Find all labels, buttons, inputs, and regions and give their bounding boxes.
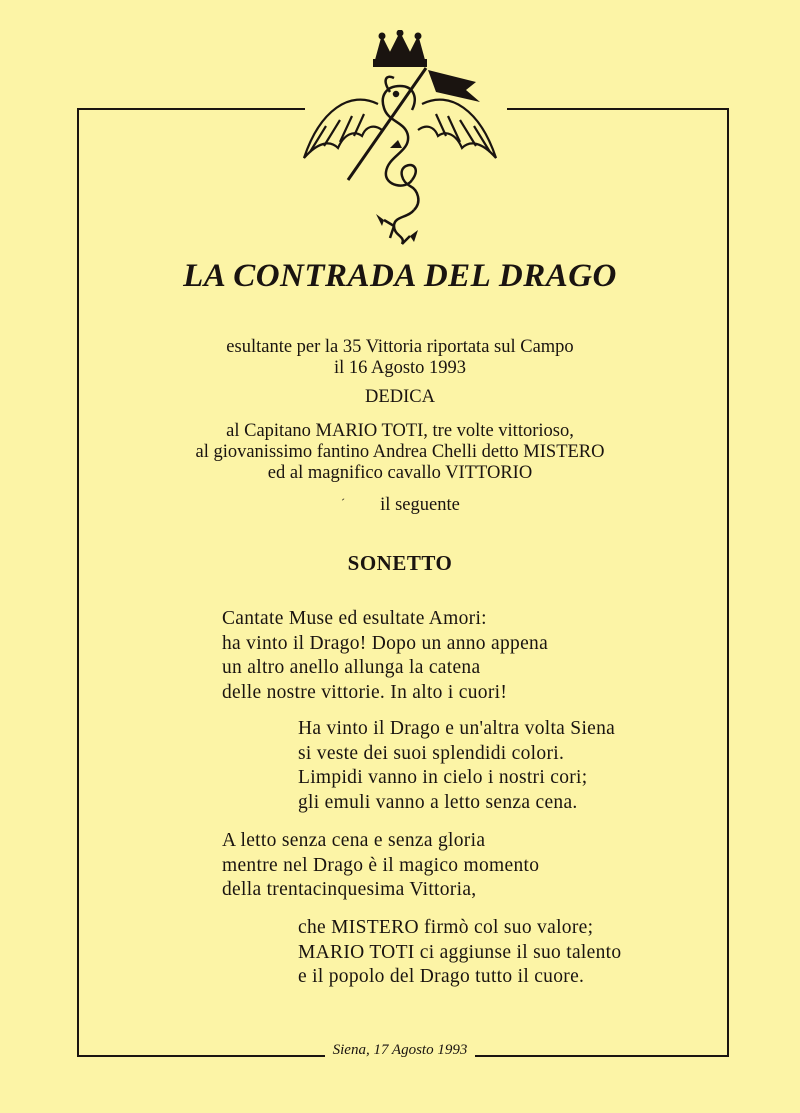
stanza-4 xyxy=(298,916,621,990)
verse-line: della trentacinquesima Vittoria, xyxy=(222,879,477,900)
verse-line: Cantate Muse ed esultate Amori: xyxy=(222,608,487,629)
verse-line: si veste dei suoi splendidi colori. xyxy=(298,742,565,764)
dedication-line-1: al Capitano MARIO TOTI, tre volte vittorioso, xyxy=(226,421,574,441)
verse-line: che MISTERO firmò col suo valore; xyxy=(298,917,594,938)
verse-line: A letto senza cena e senza gloria xyxy=(222,830,486,851)
intro-line-2: il 16 Agosto 1993 xyxy=(333,358,467,378)
stanza-2 xyxy=(298,717,615,815)
dedication-line-3: ed al magnifico cavallo VITTORIO xyxy=(267,463,533,483)
verse-line: mentre nel Drago è il magico momento xyxy=(222,854,540,876)
dedication-line-2: al giovanissimo fantino Andrea Chelli detto MISTERO xyxy=(195,442,605,462)
poem-heading: SONETTO xyxy=(347,551,453,575)
verse-line: gli emuli vanno a letto senza cena. xyxy=(298,791,578,813)
verse-line: ha vinto il Drago! Dopo un anno appena xyxy=(222,632,549,654)
verse-line: un altro anello allunga la catena xyxy=(222,657,481,678)
footer-place-date xyxy=(0,1042,800,1059)
stanza-3 xyxy=(222,829,539,903)
intro-line-1: esultante per la 35 Vittoria riportata sul Campo xyxy=(226,337,574,357)
verse-line: Limpidi vanno in cielo i nostri cori; xyxy=(298,767,588,788)
stanza-1 xyxy=(222,607,548,705)
dragon-crest-icon xyxy=(290,30,510,250)
verse-line: Ha vinto il Drago e un'altra volta Siena xyxy=(298,718,616,739)
stray-mark: ´ xyxy=(341,496,345,510)
frame-top-right xyxy=(507,108,729,110)
dedica-heading: DEDICA xyxy=(365,387,435,407)
dedication-line-4: il seguente xyxy=(380,495,460,515)
frame-top-left xyxy=(77,108,305,110)
verse-line: delle nostre vittorie. In alto i cuori! xyxy=(222,681,508,703)
frame-right xyxy=(727,108,729,1057)
verse-line: MARIO TOTI ci aggiunse il suo talento xyxy=(298,941,622,963)
frame-left xyxy=(77,108,79,1057)
document-title: LA CONTRADA DEL DRAGO xyxy=(183,258,617,294)
verse-line: e il popolo del Drago tutto il cuore. xyxy=(298,966,585,987)
place-date-text: Siena, 17 Agosto 1993 xyxy=(325,1042,476,1058)
